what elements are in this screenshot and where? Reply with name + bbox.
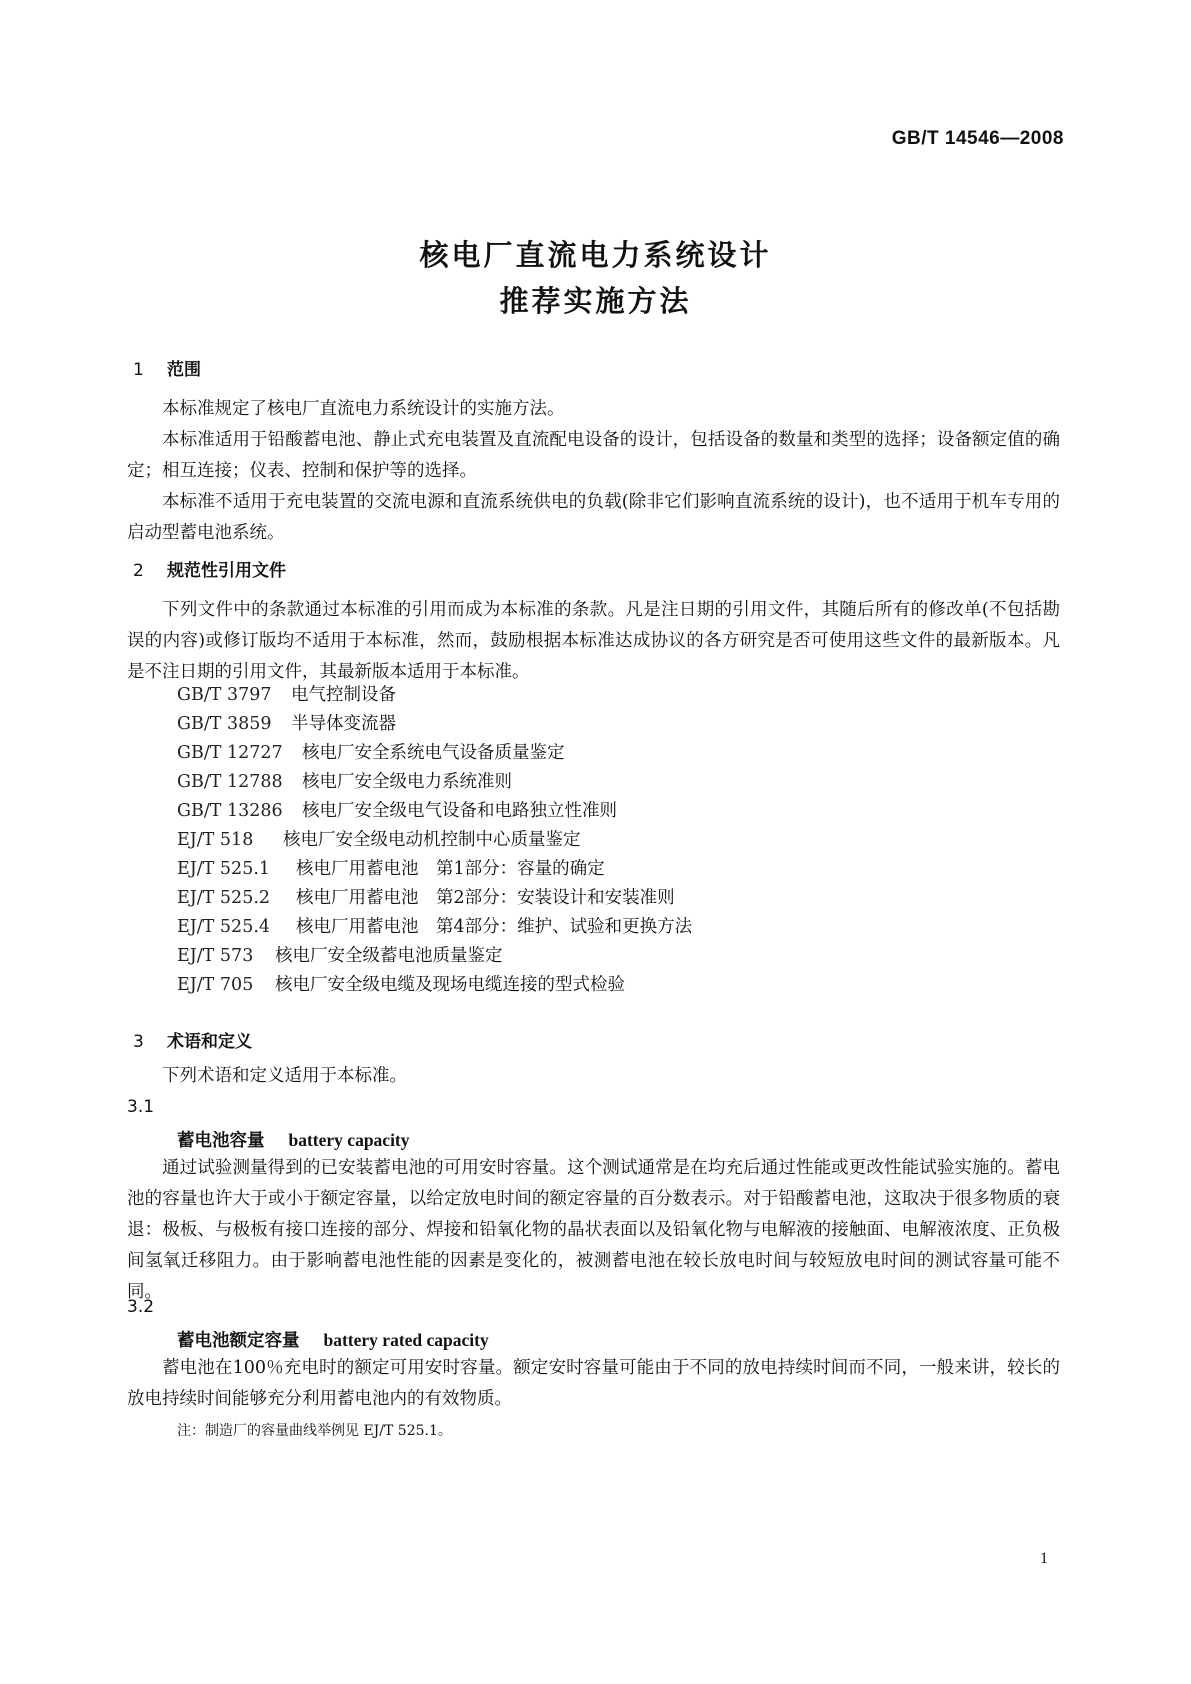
term-chinese: 蓄电池额定容量 — [177, 1331, 300, 1351]
reference-code: EJ/T 525.2 — [177, 888, 271, 908]
reference-item — [177, 941, 503, 972]
reference-name: 电气控制设备 — [291, 685, 396, 705]
page-number: 1 — [1040, 1550, 1048, 1567]
reference-name: 核电厂用蓄电池 第1部分：容量的确定 — [296, 859, 605, 879]
reference-code: GB/T 12788 — [177, 772, 283, 792]
reference-name: 半导体变流器 — [291, 714, 396, 734]
section-2-paragraph-1: 下列文件中的条款通过本标准的引用而成为本标准的条款。凡是注日期的引用文件，其随后所有的修改单(不包括勘误的内容)或修订版均不适用于本标准，然而，鼓励根据本标准达成协议的各方研究是否可使用这些文件的最新版本。凡是不注日期的引用文件，其最新版本适用于本标准。 — [127, 600, 1060, 682]
reference-code: GB/T 12727 — [177, 743, 283, 763]
reference-name: 核电厂安全级电力系统准则 — [302, 772, 512, 792]
note: 注：制造厂的容量曲线举例见 EJ/T 525.1。 — [177, 1423, 452, 1439]
reference-name: 核电厂用蓄电池 第4部分：维护、试验和更换方法 — [296, 917, 693, 937]
reference-item — [177, 970, 625, 1001]
clause-number-3-1: 3.1 — [127, 1097, 155, 1117]
term-3-1 — [177, 1127, 410, 1152]
reference-code: EJ/T 525.1 — [177, 859, 271, 879]
section-title: 范围 — [167, 360, 201, 380]
term-3-2 — [177, 1327, 489, 1352]
section-1-heading — [133, 355, 201, 380]
standard-code: GB/T 14546—2008 — [891, 128, 1064, 149]
section-number: 1 — [133, 360, 144, 380]
reference-code: EJ/T 525.4 — [177, 917, 271, 937]
section-1-paragraph-1: 本标准规定了核电厂直流电力系统设计的实施方法。 — [162, 399, 565, 419]
section-1-paragraph-3: 本标准不适用于充电装置的交流电源和直流系统供电的负载(除非它们影响直流系统的设计)，也不适用于机车专用的启动型蓄电池系统。 — [127, 492, 1060, 543]
term-chinese: 蓄电池容量 — [177, 1131, 265, 1151]
reference-name: 核电厂安全系统电气设备质量鉴定 — [302, 743, 565, 763]
reference-code: GB/T 13286 — [177, 801, 283, 821]
section-2-heading — [133, 556, 286, 581]
reference-item — [177, 883, 675, 914]
clause-number-3-2: 3.2 — [127, 1297, 155, 1317]
reference-code: EJ/T 573 — [177, 946, 254, 966]
term-english: battery rated capacity — [323, 1330, 489, 1350]
reference-item — [177, 709, 396, 740]
section-number: 2 — [133, 561, 144, 581]
section-title: 术语和定义 — [167, 1032, 252, 1052]
reference-name: 核电厂用蓄电池 第2部分：安装设计和安装准则 — [296, 888, 675, 908]
reference-name: 核电厂安全级电缆及现场电缆连接的型式检验 — [275, 975, 625, 995]
reference-name: 核电厂安全级电动机控制中心质量鉴定 — [283, 830, 581, 850]
reference-item — [177, 796, 617, 827]
reference-name: 核电厂安全级电气设备和电路独立性准则 — [302, 801, 617, 821]
reference-item — [177, 738, 565, 769]
reference-code: GB/T 3797 — [177, 685, 272, 705]
document-title-line2: 推荐实施方法 — [499, 284, 692, 318]
section-number: 3 — [133, 1032, 144, 1052]
term-3-1-definition: 通过试验测量得到的已安装蓄电池的可用安时容量。这个测试通常是在均充后通过性能或更改性能试验实施的。蓄电池的容量也许大于或小于额定容量，以给定放电时间的额定容量的百分数表示。对于铅酸蓄电池，这取决于很多物质的衰退：极板、与极板有接口连接的部分、焊接和铅氧化物的晶状表面以及铅氧化物与电解液的接触面、电解液浓度、正负极间氢氧迁移阻力。由于影响蓄电池性能的因素是变化的，被测蓄电池在较长放电时间与较短放电时间的测试容量可能不同。 — [127, 1158, 1060, 1302]
document-title-line1: 核电厂直流电力系统设计 — [419, 238, 772, 272]
reference-item — [177, 767, 512, 798]
reference-code: EJ/T 518 — [177, 830, 254, 850]
section-3-heading — [133, 1027, 252, 1052]
reference-name: 核电厂安全级蓄电池质量鉴定 — [275, 946, 503, 966]
reference-item — [177, 825, 581, 856]
reference-item — [177, 912, 692, 943]
section-title: 规范性引用文件 — [167, 561, 286, 581]
reference-item — [177, 854, 605, 885]
reference-code: GB/T 3859 — [177, 714, 272, 734]
term-english: battery capacity — [288, 1130, 410, 1150]
reference-item — [177, 680, 396, 711]
reference-code: EJ/T 705 — [177, 975, 254, 995]
section-1-paragraph-2: 本标准适用于铅酸蓄电池、静止式充电装置及直流配电设备的设计，包括设备的数量和类型的选择；设备额定值的确定；相互连接；仪表、控制和保护等的选择。 — [127, 430, 1060, 481]
section-3-paragraph-1: 下列术语和定义适用于本标准。 — [162, 1066, 407, 1086]
term-3-2-definition: 蓄电池在100％充电时的额定可用安时容量。额定安时容量可能由于不同的放电持续时间而不同，一般来讲，较长的放电持续时间能够充分利用蓄电池内的有效物质。 — [127, 1358, 1060, 1409]
